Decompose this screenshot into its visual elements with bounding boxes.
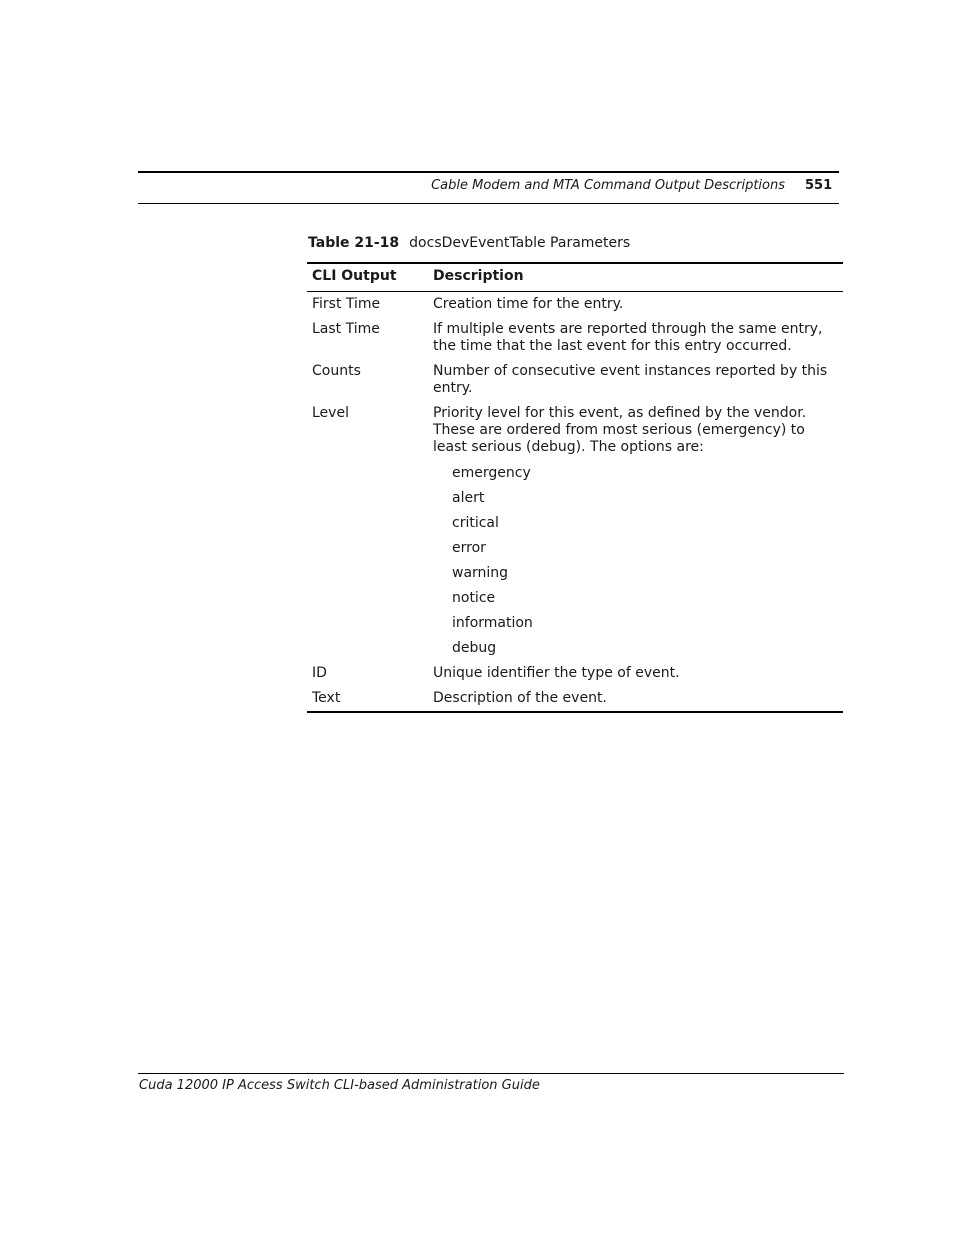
header-bottom-rule [138, 203, 839, 204]
footer-book-title: Cuda 12000 IP Access Switch CLI-based Administration Guide [139, 1078, 540, 1093]
table-row [307, 292, 843, 318]
row-description: Unique identifier the type of event. [433, 665, 680, 681]
table-caption-text: docsDevEventTable Parameters [409, 235, 631, 251]
header-top-rule [138, 171, 839, 173]
page-number: 551 [805, 178, 833, 193]
running-title: Cable Modem and MTA Command Output Descriptions [431, 178, 785, 193]
parameters-table [307, 262, 843, 713]
row-description: Number of consecutive event instances reported by this entry. [433, 363, 828, 396]
column-header-cli-output: CLI Output [307, 263, 428, 292]
level-options-list [433, 465, 839, 657]
row-output: Level [312, 405, 349, 421]
level-option: notice [452, 590, 496, 606]
footer-rule [138, 1073, 844, 1074]
row-description: Description of the event. [433, 690, 607, 706]
row-output: Text [312, 690, 341, 706]
level-option: error [452, 540, 486, 556]
table-row [307, 359, 843, 401]
table-row [307, 661, 843, 686]
row-output: First Time [312, 296, 381, 312]
table-row [307, 401, 843, 661]
level-option: alert [452, 490, 485, 506]
row-description: If multiple events are reported through the same entry, the time that the last event for this entry occurred. [433, 321, 823, 354]
table-row [307, 317, 843, 359]
level-option: debug [452, 640, 497, 656]
table-caption-number: Table 21-18 [308, 235, 400, 251]
column-header-description: Description [428, 263, 843, 292]
row-description: Creation time for the entry. [433, 296, 624, 312]
table-header-row [307, 263, 843, 292]
row-description: Priority level for this event, as defined by the vendor. These are ordered from most serious (emergency) to least serious (debug). The options are: [433, 405, 807, 455]
row-output: Last Time [312, 321, 380, 337]
table-row [307, 686, 843, 712]
level-option: emergency [452, 465, 531, 481]
row-output: ID [312, 665, 327, 681]
table-caption [308, 235, 630, 251]
row-output: Counts [312, 363, 361, 379]
level-option: critical [452, 515, 499, 531]
level-option: warning [452, 565, 509, 581]
row-description-cell [428, 401, 843, 661]
level-option: information [452, 615, 533, 631]
